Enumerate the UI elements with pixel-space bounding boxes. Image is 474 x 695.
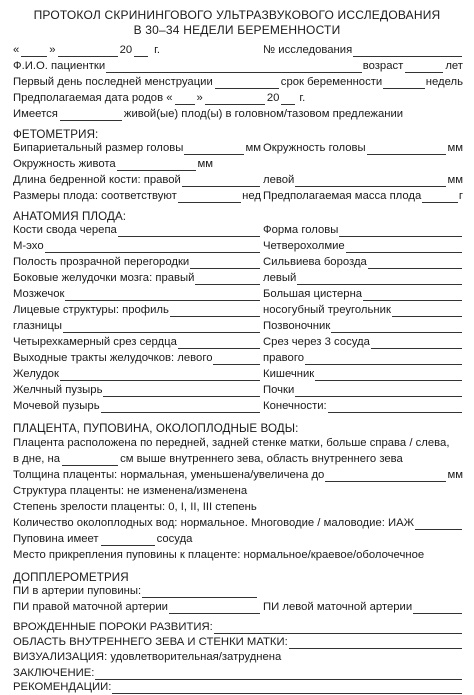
due-date-label: Предполагаемая дата родов « bbox=[13, 92, 173, 104]
gallbladder-field[interactable] bbox=[103, 385, 260, 397]
patient-name-field[interactable] bbox=[106, 61, 362, 73]
placenta-thickness-label: Толщина плаценты: нормальная, уменьшена/увеличена до bbox=[13, 469, 325, 481]
due-date-row bbox=[13, 90, 463, 105]
hc-field[interactable] bbox=[367, 143, 447, 155]
hc-label: Окружность головы bbox=[263, 142, 366, 154]
outflow-right-field[interactable] bbox=[305, 353, 462, 365]
left-uterine-pi-label: ПИ левой маточной артерии bbox=[263, 601, 413, 613]
cord-vessels-label: Пуповина имеет bbox=[13, 533, 99, 545]
femur-row bbox=[13, 172, 463, 187]
conclusion-field[interactable] bbox=[95, 668, 462, 680]
limbs-label: Конечности: bbox=[263, 400, 327, 412]
m-echo-field[interactable] bbox=[45, 241, 260, 253]
skull-field[interactable] bbox=[118, 225, 260, 237]
anatomy-row-2 bbox=[13, 238, 463, 253]
femur-left-field[interactable] bbox=[295, 175, 446, 187]
umbilical-pi-label: ПИ в артерии пуповины: bbox=[13, 585, 142, 597]
form-title-line2: В 30–34 НЕДЕЛИ БЕРЕМЕННОСТИ bbox=[133, 23, 341, 37]
presentation-row bbox=[13, 106, 463, 121]
anatomy-row-4 bbox=[13, 270, 463, 285]
cavum-field[interactable] bbox=[190, 257, 260, 269]
umbilical-pi-field[interactable] bbox=[142, 586, 257, 598]
term-label: срок беременности bbox=[280, 76, 383, 88]
bpd-unit: мм bbox=[245, 142, 261, 154]
cord-insertion-row bbox=[13, 547, 463, 562]
hc-unit: мм bbox=[447, 142, 463, 154]
ac-label: Окружность живота bbox=[13, 158, 116, 170]
right-uterine-pi-label: ПИ правой маточной артерии bbox=[13, 601, 168, 613]
date-day-field[interactable] bbox=[21, 45, 47, 57]
amniotic-fluid-label: Количество околоплодных вод: нормальное. Многоводие / маловодие: ИАЖ bbox=[13, 517, 415, 529]
due-year-field[interactable] bbox=[281, 93, 295, 105]
bpd-label: Бипариетальный размер головы bbox=[13, 142, 184, 154]
kidneys-label: Почки bbox=[263, 384, 295, 396]
head-shape-field[interactable] bbox=[339, 225, 462, 237]
anatomy-row-10 bbox=[13, 366, 463, 381]
placenta-fundus-text: в дне, на bbox=[13, 453, 61, 465]
left-uterine-pi-field[interactable] bbox=[413, 602, 462, 614]
anatomy-row-8 bbox=[13, 334, 463, 349]
kidneys-field[interactable] bbox=[295, 385, 462, 397]
anatomy-heading: АНАТОМИЯ ПЛОДА: bbox=[13, 210, 127, 223]
visualization-row bbox=[13, 649, 463, 664]
ventricle-right-field[interactable] bbox=[195, 273, 260, 285]
recommendations-label: РЕКОМЕНДАЦИИ: bbox=[13, 681, 112, 693]
placenta-thickness-unit: мм bbox=[447, 469, 463, 481]
presentation-label: Имеется bbox=[13, 108, 58, 120]
presentation-text: живой(ые) плод(ы) в головном/тазовом предлежании bbox=[123, 108, 404, 120]
anatomy-row-11 bbox=[13, 382, 463, 397]
amniotic-index-field[interactable] bbox=[415, 518, 462, 530]
sizes-unit: нед bbox=[242, 190, 261, 202]
date-open-quote: « bbox=[13, 44, 20, 56]
four-chamber-field[interactable] bbox=[178, 337, 260, 349]
placenta-location-text: Плацента расположена по передней, задней стенке матки, больше справа / слева, bbox=[13, 437, 450, 449]
umbilical-pi-row bbox=[13, 583, 258, 598]
cavum-label: Полость прозрачной перегородки bbox=[13, 256, 190, 268]
cisterna-field[interactable] bbox=[363, 289, 462, 301]
three-vessel-field[interactable] bbox=[371, 337, 462, 349]
form-title-line1: ПРОТОКОЛ СКРИНИНГОВОГО УЛЬТРАЗВУКОВОГО ИССЛЕДОВАНИЯ bbox=[33, 8, 441, 22]
cord-insertion-text: Место прикрепления пуповины к плаценте: нормальное/краевое/оболочечное bbox=[13, 549, 425, 561]
date-row bbox=[13, 42, 463, 57]
due-close-quote: » bbox=[196, 92, 203, 104]
cord-vessels-unit: сосуда bbox=[156, 533, 193, 545]
femur-left-label: левой bbox=[263, 174, 295, 186]
due-day-field[interactable] bbox=[175, 93, 195, 105]
bpd-row bbox=[13, 140, 463, 155]
term-unit: недель bbox=[425, 76, 463, 88]
three-vessel-label: Срез через 3 сосуда bbox=[263, 336, 370, 348]
gallbladder-label: Желчный пузырь bbox=[13, 384, 103, 396]
malformations-field[interactable] bbox=[214, 622, 462, 634]
placenta-os-text: см выше внутреннего зева, область внутреннего зева bbox=[120, 453, 403, 465]
placenta-structure-row bbox=[13, 483, 463, 498]
profile-field[interactable] bbox=[170, 305, 260, 317]
doppler-heading: ДОППЛЕРОМЕТРИЯ bbox=[13, 571, 129, 584]
anatomy-row-9 bbox=[13, 350, 463, 365]
nasolabial-field[interactable] bbox=[392, 305, 462, 317]
due-month-field[interactable] bbox=[205, 93, 265, 105]
stomach-field[interactable] bbox=[60, 369, 260, 381]
ac-row bbox=[13, 156, 213, 171]
recommendations-row bbox=[13, 680, 463, 694]
placenta-structure-text: Структура плаценты: не изменена/изменена bbox=[13, 485, 248, 497]
placenta-thickness-field[interactable] bbox=[325, 470, 446, 482]
lmp-field[interactable] bbox=[215, 77, 279, 89]
orbits-field[interactable] bbox=[63, 321, 260, 333]
placenta-maturity-text: Степень зрелости плаценты: 0, I, II, III степень bbox=[13, 501, 257, 513]
fetometry-heading: ФЕТОМЕТРИЯ: bbox=[13, 128, 99, 141]
bowel-field[interactable] bbox=[315, 369, 462, 381]
quadrigemina-label: Четверохолмие bbox=[263, 240, 345, 252]
anatomy-row-3 bbox=[13, 254, 463, 269]
age-unit: лет bbox=[445, 60, 463, 72]
patient-row bbox=[13, 58, 463, 73]
malformations-row bbox=[13, 619, 463, 634]
m-echo-label: М-эхо bbox=[13, 240, 44, 252]
cord-vessels-row bbox=[13, 531, 463, 546]
bowel-label: Кишечник bbox=[263, 368, 315, 380]
anatomy-row-5 bbox=[13, 286, 463, 301]
cervix-label: ОБЛАСТЬ ВНУТРЕННЕГО ЗЕВА И СТЕНКИ МАТКИ: bbox=[13, 636, 288, 648]
spine-field[interactable] bbox=[331, 321, 462, 333]
stomach-label: Желудок bbox=[13, 368, 59, 380]
sizes-row bbox=[13, 188, 463, 203]
outflow-left-field[interactable] bbox=[213, 353, 260, 365]
right-uterine-pi-field[interactable] bbox=[169, 602, 260, 614]
placenta-heading: ПЛАЦЕНТА, ПУПОВИНА, ОКОЛОПЛОДНЫЕ ВОДЫ: bbox=[13, 422, 299, 435]
placenta-distance-field[interactable] bbox=[62, 454, 118, 466]
weight-label: Предполагаемая масса плода bbox=[263, 190, 422, 202]
profile-label: Лицевые структуры: профиль bbox=[13, 304, 169, 316]
femur-right-field[interactable] bbox=[182, 175, 260, 187]
recommendations-field[interactable] bbox=[112, 682, 462, 694]
sizes-label: Размеры плода: соответствуют bbox=[13, 190, 177, 202]
ventricles-label: Боковые желудочки мозга: правый bbox=[13, 272, 195, 284]
date-year-prefix: 20 bbox=[119, 44, 133, 56]
conclusion-row bbox=[13, 665, 463, 680]
placenta-thickness-row bbox=[13, 467, 463, 482]
cerebellum-field[interactable] bbox=[65, 289, 260, 301]
four-chamber-label: Четырехкамерный срез сердца bbox=[13, 336, 177, 348]
cisterna-label: Большая цистерна bbox=[263, 288, 363, 300]
visualization-text: ВИЗУАЛИЗАЦИЯ: удовлетворительная/затруднена bbox=[13, 651, 282, 663]
conclusion-label: ЗАКЛЮЧЕНИЕ: bbox=[13, 667, 95, 679]
anatomy-row-12 bbox=[13, 398, 463, 413]
placenta-location-row-2 bbox=[13, 451, 463, 466]
outflow-left-label: Выходные тракты желудочков: левого bbox=[13, 352, 213, 364]
bpd-field[interactable] bbox=[184, 143, 244, 155]
ac-unit: мм bbox=[197, 158, 213, 170]
cord-vessels-field[interactable] bbox=[101, 534, 155, 546]
spine-label: Позвоночник bbox=[263, 320, 331, 332]
bladder-label: Мочевой пузырь bbox=[13, 400, 100, 412]
femur-unit: мм bbox=[447, 174, 463, 186]
sizes-field[interactable] bbox=[178, 191, 241, 203]
date-month-field[interactable] bbox=[58, 45, 118, 57]
date-close-quote: » bbox=[49, 44, 56, 56]
term-field[interactable] bbox=[383, 77, 425, 89]
ventricle-left-field[interactable] bbox=[297, 273, 462, 285]
patient-name-label: Ф.И.О. пациентки bbox=[13, 60, 106, 72]
bladder-field[interactable] bbox=[101, 401, 260, 413]
placenta-location-row bbox=[13, 435, 463, 450]
uterine-pi-row bbox=[13, 599, 463, 614]
weight-unit: г bbox=[458, 190, 463, 202]
lmp-row bbox=[13, 74, 463, 89]
fetus-count-field[interactable] bbox=[60, 109, 122, 121]
ac-field[interactable] bbox=[117, 159, 197, 171]
sylvian-field[interactable] bbox=[368, 257, 462, 269]
cervix-field[interactable] bbox=[289, 637, 462, 649]
sylvian-label: Сильвиева борозда bbox=[263, 256, 367, 268]
cerebellum-label: Мозжечок bbox=[13, 288, 65, 300]
skull-label: Кости свода черепа bbox=[13, 224, 117, 236]
outflow-right-label: правого bbox=[263, 352, 304, 364]
orbits-label: глазницы bbox=[13, 320, 62, 332]
head-shape-label: Форма головы bbox=[263, 224, 339, 236]
quadrigemina-field[interactable] bbox=[346, 241, 462, 253]
age-field[interactable] bbox=[405, 61, 443, 73]
nasolabial-label: носогубный треугольник bbox=[263, 304, 391, 316]
anatomy-row-7 bbox=[13, 318, 463, 333]
malformations-label: ВРОЖДЕННЫЕ ПОРОКИ РАЗВИТИЯ: bbox=[13, 621, 213, 633]
weight-field[interactable] bbox=[422, 191, 458, 203]
amniotic-fluid-row bbox=[13, 515, 463, 530]
placenta-maturity-row bbox=[13, 499, 463, 514]
due-year-suffix: г. bbox=[299, 92, 306, 104]
lmp-label: Первый день последней менструации bbox=[13, 76, 213, 88]
femur-right-label: Длина бедренной кости: правой bbox=[13, 174, 181, 186]
anatomy-row-1 bbox=[13, 222, 463, 237]
date-year-suffix: г. bbox=[154, 44, 161, 56]
limbs-field[interactable] bbox=[328, 401, 462, 413]
date-year-field[interactable] bbox=[134, 45, 148, 57]
ventricle-left-label: левый bbox=[263, 272, 297, 284]
cervix-row bbox=[13, 634, 463, 649]
exam-number-label: № исследования bbox=[263, 44, 353, 56]
due-year-prefix: 20 bbox=[266, 92, 280, 104]
anatomy-row-6 bbox=[13, 302, 463, 317]
age-label: возраст bbox=[362, 60, 404, 72]
exam-number-field[interactable] bbox=[353, 45, 462, 57]
